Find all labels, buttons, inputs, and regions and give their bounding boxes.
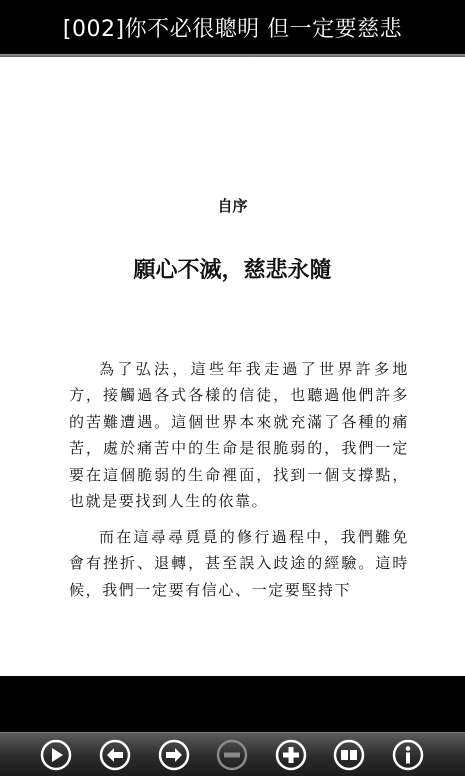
zoom-out-button[interactable] xyxy=(215,738,249,772)
info-button[interactable] xyxy=(391,738,425,772)
play-button[interactable] xyxy=(39,738,73,772)
previous-page-button[interactable] xyxy=(98,738,132,772)
fit-page-button[interactable] xyxy=(332,738,366,772)
minus-icon xyxy=(215,738,249,772)
body-paragraph: 為了弘法，這些年我走過了世界許多地方，接觸過各式各樣的信徒，也聽過他們許多的苦難遭遇。這個世界本來就充滿了各種的痛苦，處於痛苦中的生命是很脆弱的，我們一定要在這個脆弱的生命裡面，找到一個支撐點，也就是要找到人生的依靠。 xyxy=(69,360,409,511)
bottom-gap xyxy=(0,676,465,732)
play-icon xyxy=(39,738,73,772)
zoom-in-button[interactable] xyxy=(274,738,308,772)
book-title: [002]你不必很聰明 但一定要慈悲 xyxy=(62,16,403,42)
plus-icon xyxy=(274,738,308,772)
document-page[interactable] xyxy=(0,57,465,676)
next-page-button[interactable] xyxy=(157,738,191,772)
section-label: 自序 xyxy=(217,197,248,215)
chapter-title: 願心不滅，慈悲永隨 xyxy=(133,257,332,283)
title-bar xyxy=(0,0,465,54)
bottom-toolbar xyxy=(0,732,465,776)
fit-page-icon xyxy=(332,738,366,772)
info-icon xyxy=(391,738,425,772)
arrow-right-icon xyxy=(157,738,191,772)
arrow-left-icon xyxy=(98,738,132,772)
body-paragraph: 而在這尋尋覓覓的修行過程中，我們難免會有挫折、退轉，甚至誤入歧途的經驗。這時候，我們一定要有信心、一定要堅持下 xyxy=(69,528,409,599)
